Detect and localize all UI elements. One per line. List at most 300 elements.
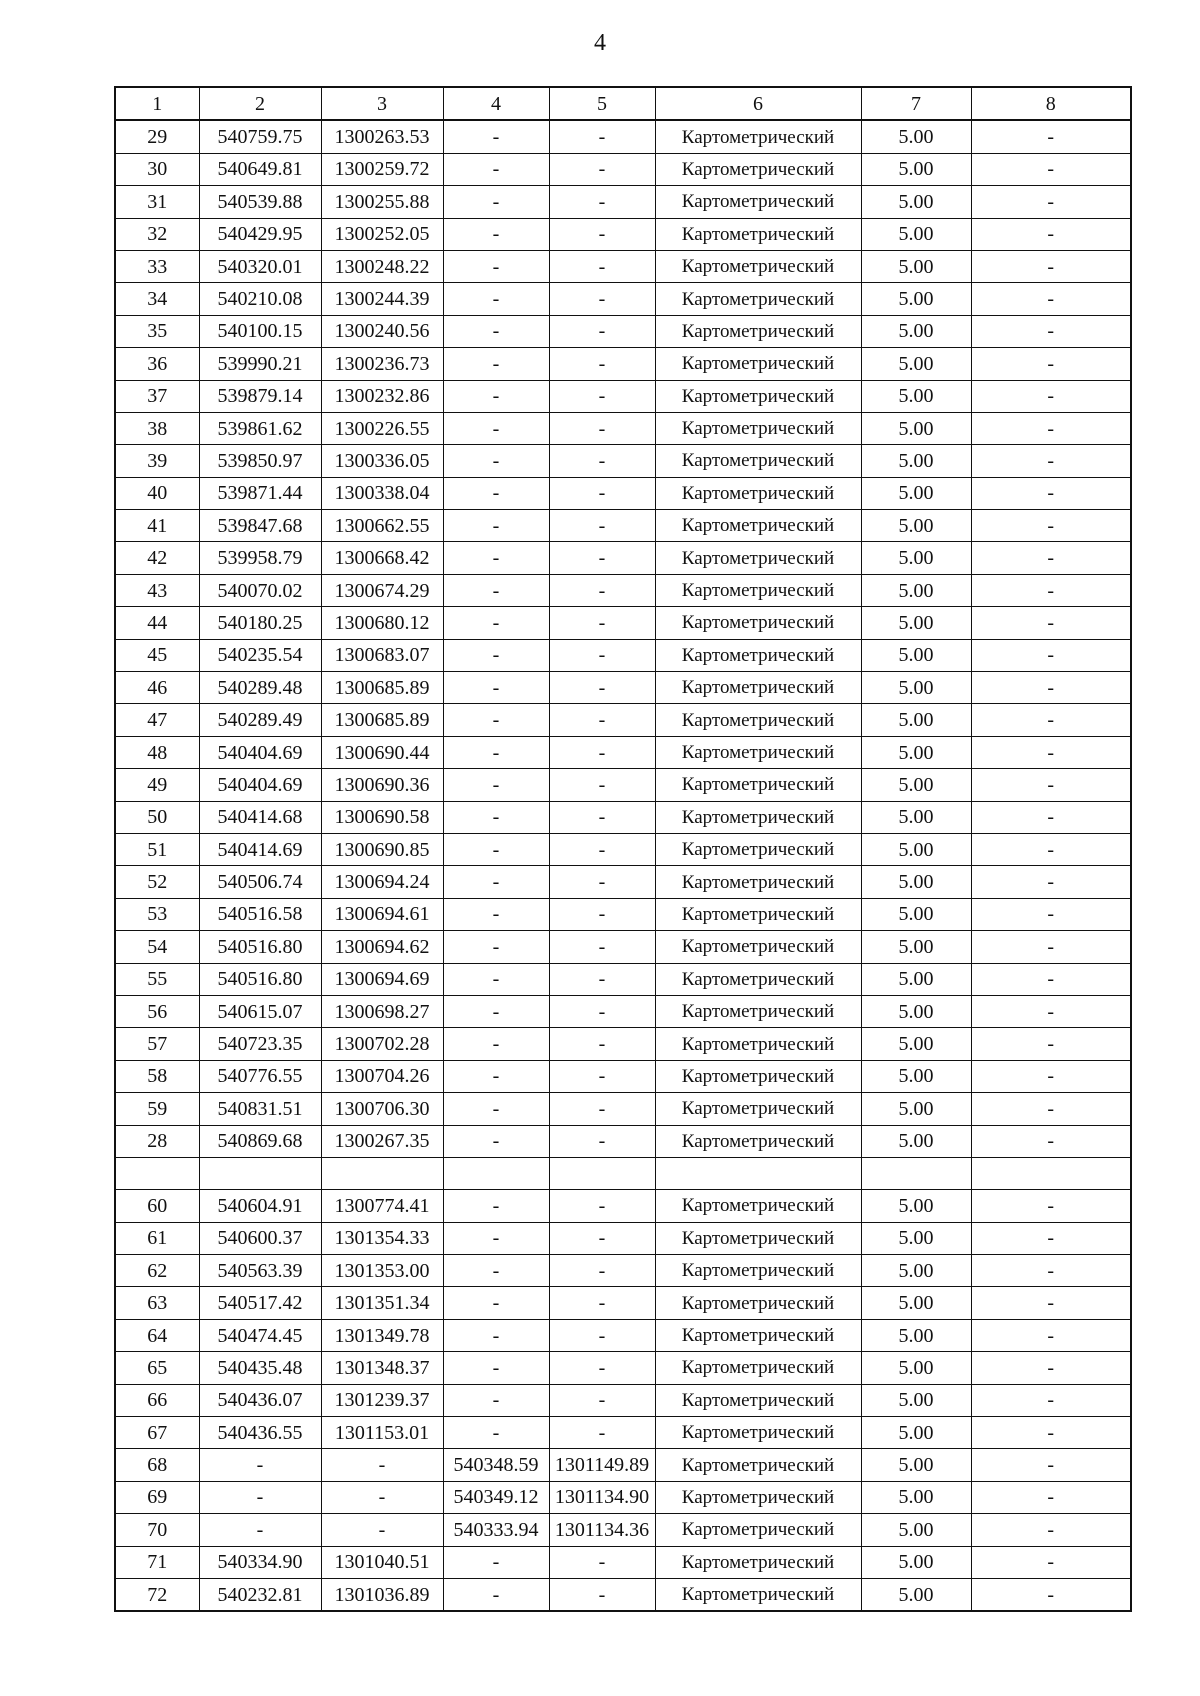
cell-y-coordinate: 1300232.86: [321, 380, 443, 412]
table-row: [115, 283, 1131, 315]
cell-note: -: [971, 1449, 1131, 1481]
cell-accuracy: 5.00: [861, 477, 971, 509]
table-row: [115, 477, 1131, 509]
cell-method: Картометрический: [655, 1222, 861, 1254]
cell-x-coordinate-alt: -: [443, 1384, 549, 1416]
cell-x-coordinate-alt: 540349.12: [443, 1481, 549, 1513]
cell-note: -: [971, 1255, 1131, 1287]
cell-accuracy: 5.00: [861, 1546, 971, 1578]
cell-point-number: 49: [115, 769, 199, 801]
cell-note: -: [971, 1546, 1131, 1578]
cell-point-number: 56: [115, 995, 199, 1027]
cell-point-number: 70: [115, 1514, 199, 1546]
table-row: [115, 898, 1131, 930]
cell-method: Картометрический: [655, 542, 861, 574]
cell-note: -: [971, 801, 1131, 833]
cell-x-coordinate-alt: 540333.94: [443, 1514, 549, 1546]
cell-point-number: 48: [115, 736, 199, 768]
cell-point-number: 44: [115, 607, 199, 639]
cell-x-coordinate: 540100.15: [199, 315, 321, 347]
cell-accuracy: 5.00: [861, 1125, 971, 1157]
table-row: [115, 963, 1131, 995]
cell-x-coordinate-alt: -: [443, 510, 549, 542]
cell-y-coordinate: 1300263.53: [321, 120, 443, 153]
cell-accuracy: 5.00: [861, 672, 971, 704]
cell-method: Картометрический: [655, 769, 861, 801]
cell-point-number: 38: [115, 412, 199, 444]
cell-x-coordinate: 540404.69: [199, 736, 321, 768]
cell-x-coordinate: 540414.69: [199, 833, 321, 865]
cell-note: -: [971, 607, 1131, 639]
cell-x-coordinate-alt: -: [443, 348, 549, 380]
cell-x-coordinate-alt: -: [443, 283, 549, 315]
cell-x-coordinate-alt: -: [443, 380, 549, 412]
table-row: [115, 1060, 1131, 1092]
cell-x-coordinate: 540320.01: [199, 250, 321, 282]
table-row: [115, 120, 1131, 153]
cell-accuracy: 5.00: [861, 1449, 971, 1481]
cell-x-coordinate-alt: -: [443, 801, 549, 833]
cell-x-coordinate: 540516.58: [199, 898, 321, 930]
cell-y-coordinate: 1300336.05: [321, 445, 443, 477]
cell-accuracy: 5.00: [861, 1093, 971, 1125]
table-row: [115, 315, 1131, 347]
cell-x-coordinate: 540506.74: [199, 866, 321, 898]
table-row: [115, 995, 1131, 1027]
cell-method: Картометрический: [655, 704, 861, 736]
cell-point-number: 51: [115, 833, 199, 865]
table-row: [115, 1157, 1131, 1189]
table-body: [115, 120, 1131, 1611]
cell-y-coordinate-alt: -: [549, 704, 655, 736]
cell-accuracy: 5.00: [861, 283, 971, 315]
cell-y-coordinate-alt: -: [549, 1546, 655, 1578]
cell-y-coordinate-alt: -: [549, 153, 655, 185]
cell-method: Картометрический: [655, 1449, 861, 1481]
cell-method: Картометрический: [655, 510, 861, 542]
cell-point-number: 72: [115, 1578, 199, 1611]
cell-y-coordinate: -: [321, 1481, 443, 1513]
cell-y-coordinate: 1300267.35: [321, 1125, 443, 1157]
cell-x-coordinate-alt: -: [443, 1546, 549, 1578]
cell-method: Картометрический: [655, 1060, 861, 1092]
cell-accuracy: 5.00: [861, 1514, 971, 1546]
cell-note: -: [971, 510, 1131, 542]
cell-x-coordinate-alt: -: [443, 542, 549, 574]
cell-method: Картометрический: [655, 380, 861, 412]
cell-y-coordinate-alt: -: [549, 607, 655, 639]
cell-y-coordinate-alt: -: [549, 1255, 655, 1287]
cell-y-coordinate-alt: -: [549, 931, 655, 963]
cell-x-coordinate-alt: -: [443, 704, 549, 736]
cell-note: -: [971, 963, 1131, 995]
cell-x-coordinate-alt: -: [443, 866, 549, 898]
cell-point-number: 57: [115, 1028, 199, 1060]
cell-y-coordinate: 1300694.69: [321, 963, 443, 995]
cell-note: -: [971, 1190, 1131, 1222]
cell-accuracy: 5.00: [861, 931, 971, 963]
cell-x-coordinate-alt: -: [443, 963, 549, 995]
cell-note: -: [971, 445, 1131, 477]
cell-accuracy: 5.00: [861, 445, 971, 477]
cell-x-coordinate: 540180.25: [199, 607, 321, 639]
cell-point-number: 33: [115, 250, 199, 282]
cell-y-coordinate-alt: -: [549, 1190, 655, 1222]
table-row: [115, 1481, 1131, 1513]
cell-y-coordinate: 1300662.55: [321, 510, 443, 542]
cell-method: Картометрический: [655, 639, 861, 671]
cell-x-coordinate-alt: -: [443, 315, 549, 347]
header-col-2: 2: [199, 87, 321, 120]
cell-x-coordinate-alt: -: [443, 1287, 549, 1319]
cell-x-coordinate-alt: -: [443, 1417, 549, 1449]
cell-method: Картометрический: [655, 120, 861, 153]
cell-x-coordinate-alt: -: [443, 639, 549, 671]
cell-y-coordinate-alt: -: [549, 1417, 655, 1449]
coordinates-table: [114, 86, 1132, 1612]
table-row: [115, 1125, 1131, 1157]
cell-note: -: [971, 348, 1131, 380]
cell-y-coordinate-alt: -: [549, 1384, 655, 1416]
cell-accuracy: 5.00: [861, 542, 971, 574]
cell-method: Картометрический: [655, 801, 861, 833]
cell-x-coordinate-alt: -: [443, 120, 549, 153]
cell-accuracy: 5.00: [861, 186, 971, 218]
cell-point-number: 28: [115, 1125, 199, 1157]
header-row: [115, 87, 1131, 120]
cell-accuracy: 5.00: [861, 769, 971, 801]
cell-x-coordinate-alt: -: [443, 1255, 549, 1287]
cell-x-coordinate: 540414.68: [199, 801, 321, 833]
cell-y-coordinate: 1300240.56: [321, 315, 443, 347]
cell-accuracy: 5.00: [861, 1352, 971, 1384]
cell-y-coordinate-alt: -: [549, 1352, 655, 1384]
cell-point-number: 58: [115, 1060, 199, 1092]
cell-method: Картометрический: [655, 315, 861, 347]
cell-y-coordinate: 1300694.24: [321, 866, 443, 898]
cell-accuracy: 5.00: [861, 1417, 971, 1449]
cell-x-coordinate-alt: -: [443, 672, 549, 704]
table-row: [115, 1578, 1131, 1611]
cell-x-coordinate-alt: -: [443, 1060, 549, 1092]
cell-x-coordinate: 540563.39: [199, 1255, 321, 1287]
table-row: [115, 931, 1131, 963]
cell-point-number: 65: [115, 1352, 199, 1384]
cell-note: -: [971, 1125, 1131, 1157]
cell-x-coordinate: 539850.97: [199, 445, 321, 477]
cell-y-coordinate-alt: -: [549, 736, 655, 768]
cell-x-coordinate-alt: -: [443, 574, 549, 606]
cell-x-coordinate: 540615.07: [199, 995, 321, 1027]
table-row: [115, 510, 1131, 542]
cell-note: -: [971, 574, 1131, 606]
header-col-6: 6: [655, 87, 861, 120]
cell-y-coordinate: 1301036.89: [321, 1578, 443, 1611]
cell-note: -: [971, 380, 1131, 412]
cell-accuracy: 5.00: [861, 153, 971, 185]
cell-point-number: 32: [115, 218, 199, 250]
cell-y-coordinate-alt: -: [549, 1093, 655, 1125]
cell-point-number: 30: [115, 153, 199, 185]
cell-method: Картометрический: [655, 1093, 861, 1125]
cell-x-coordinate: 540210.08: [199, 283, 321, 315]
cell-x-coordinate-alt: -: [443, 1028, 549, 1060]
cell-y-coordinate-alt: -: [549, 1578, 655, 1611]
cell-y-coordinate-alt: -: [549, 315, 655, 347]
cell-note: -: [971, 315, 1131, 347]
cell-note: -: [971, 477, 1131, 509]
cell-note: -: [971, 1222, 1131, 1254]
cell-note: -: [971, 639, 1131, 671]
cell-accuracy: 5.00: [861, 1384, 971, 1416]
cell-x-coordinate-alt: -: [443, 250, 549, 282]
cell-accuracy: 5.00: [861, 833, 971, 865]
cell-y-coordinate: 1300694.62: [321, 931, 443, 963]
table-row: [115, 574, 1131, 606]
cell-accuracy: 5.00: [861, 315, 971, 347]
cell-x-coordinate: 540474.45: [199, 1319, 321, 1351]
cell-point-number: 67: [115, 1417, 199, 1449]
cell-method: Картометрический: [655, 348, 861, 380]
cell-x-coordinate: 540404.69: [199, 769, 321, 801]
cell-note: -: [971, 1287, 1131, 1319]
cell-accuracy: 5.00: [861, 574, 971, 606]
cell-y-coordinate: [321, 1157, 443, 1189]
table-row: [115, 1093, 1131, 1125]
cell-accuracy: 5.00: [861, 1287, 971, 1319]
cell-note: -: [971, 1384, 1131, 1416]
cell-y-coordinate: 1300226.55: [321, 412, 443, 444]
cell-point-number: 63: [115, 1287, 199, 1319]
cell-y-coordinate-alt: -: [549, 120, 655, 153]
cell-method: Картометрический: [655, 736, 861, 768]
cell-x-coordinate: 540436.07: [199, 1384, 321, 1416]
cell-y-coordinate: 1300690.36: [321, 769, 443, 801]
cell-note: -: [971, 833, 1131, 865]
cell-note: -: [971, 1028, 1131, 1060]
cell-point-number: 54: [115, 931, 199, 963]
table-row: [115, 1028, 1131, 1060]
cell-y-coordinate: 1300255.88: [321, 186, 443, 218]
cell-note: -: [971, 1093, 1131, 1125]
cell-y-coordinate-alt: -: [549, 283, 655, 315]
cell-method: Картометрический: [655, 898, 861, 930]
cell-x-coordinate-alt: -: [443, 833, 549, 865]
cell-y-coordinate-alt: -: [549, 380, 655, 412]
cell-note: -: [971, 283, 1131, 315]
cell-x-coordinate: 540539.88: [199, 186, 321, 218]
cell-y-coordinate-alt: -: [549, 574, 655, 606]
cell-x-coordinate: 540232.81: [199, 1578, 321, 1611]
cell-method: Картометрический: [655, 477, 861, 509]
cell-y-coordinate-alt: -: [549, 186, 655, 218]
cell-y-coordinate-alt: -: [549, 866, 655, 898]
table-row: [115, 542, 1131, 574]
cell-note: -: [971, 153, 1131, 185]
cell-note: -: [971, 866, 1131, 898]
table-row: [115, 1546, 1131, 1578]
cell-y-coordinate: -: [321, 1449, 443, 1481]
cell-note: -: [971, 218, 1131, 250]
cell-point-number: 36: [115, 348, 199, 380]
cell-point-number: 39: [115, 445, 199, 477]
table-row: [115, 704, 1131, 736]
cell-y-coordinate: 1300698.27: [321, 995, 443, 1027]
cell-accuracy: 5.00: [861, 1222, 971, 1254]
cell-method: Картометрический: [655, 1255, 861, 1287]
cell-y-coordinate: 1301353.00: [321, 1255, 443, 1287]
cell-x-coordinate-alt: -: [443, 607, 549, 639]
cell-x-coordinate: 540831.51: [199, 1093, 321, 1125]
cell-x-coordinate-alt: -: [443, 1578, 549, 1611]
cell-x-coordinate-alt: -: [443, 1222, 549, 1254]
cell-method: Картометрический: [655, 1384, 861, 1416]
cell-method: Картометрический: [655, 1190, 861, 1222]
cell-point-number: 45: [115, 639, 199, 671]
cell-point-number: 34: [115, 283, 199, 315]
header-col-7: 7: [861, 87, 971, 120]
cell-x-coordinate-alt: [443, 1157, 549, 1189]
cell-note: -: [971, 769, 1131, 801]
cell-y-coordinate-alt: -: [549, 1060, 655, 1092]
table-row: [115, 380, 1131, 412]
cell-note: -: [971, 898, 1131, 930]
cell-y-coordinate: 1301348.37: [321, 1352, 443, 1384]
cell-point-number: 29: [115, 120, 199, 153]
cell-y-coordinate: 1300704.26: [321, 1060, 443, 1092]
cell-method: Картометрический: [655, 1125, 861, 1157]
cell-x-coordinate-alt: -: [443, 218, 549, 250]
cell-method: Картометрический: [655, 1417, 861, 1449]
cell-method: Картометрический: [655, 963, 861, 995]
cell-x-coordinate-alt: -: [443, 445, 549, 477]
cell-point-number: 71: [115, 1546, 199, 1578]
cell-y-coordinate-alt: -: [549, 477, 655, 509]
cell-method: Картометрический: [655, 1028, 861, 1060]
cell-x-coordinate-alt: -: [443, 1352, 549, 1384]
cell-y-coordinate: 1300702.28: [321, 1028, 443, 1060]
cell-y-coordinate-alt: -: [549, 898, 655, 930]
cell-note: -: [971, 672, 1131, 704]
cell-y-coordinate: 1300244.39: [321, 283, 443, 315]
cell-x-coordinate-alt: -: [443, 1125, 549, 1157]
cell-point-number: 61: [115, 1222, 199, 1254]
table-row: [115, 1287, 1131, 1319]
cell-y-coordinate-alt: -: [549, 1287, 655, 1319]
cell-method: Картометрический: [655, 1546, 861, 1578]
cell-x-coordinate: -: [199, 1449, 321, 1481]
cell-y-coordinate: 1301239.37: [321, 1384, 443, 1416]
cell-method: Картометрический: [655, 1578, 861, 1611]
cell-note: [971, 1157, 1131, 1189]
cell-y-coordinate: 1300668.42: [321, 542, 443, 574]
cell-note: -: [971, 412, 1131, 444]
cell-y-coordinate: 1301354.33: [321, 1222, 443, 1254]
cell-x-coordinate: 540759.75: [199, 120, 321, 153]
cell-x-coordinate-alt: -: [443, 769, 549, 801]
table-row: [115, 1222, 1131, 1254]
cell-accuracy: 5.00: [861, 736, 971, 768]
header-col-1: 1: [115, 87, 199, 120]
table-row: [115, 153, 1131, 185]
table-row: [115, 639, 1131, 671]
cell-x-coordinate: 540723.35: [199, 1028, 321, 1060]
cell-y-coordinate: 1300690.58: [321, 801, 443, 833]
cell-y-coordinate-alt: -: [549, 1125, 655, 1157]
cell-note: -: [971, 1514, 1131, 1546]
cell-x-coordinate: 539871.44: [199, 477, 321, 509]
table-row: [115, 186, 1131, 218]
cell-x-coordinate: 540334.90: [199, 1546, 321, 1578]
cell-x-coordinate: 540436.55: [199, 1417, 321, 1449]
table-row: [115, 1417, 1131, 1449]
cell-x-coordinate: 540516.80: [199, 963, 321, 995]
cell-x-coordinate-alt: -: [443, 1093, 549, 1125]
cell-y-coordinate: 1300680.12: [321, 607, 443, 639]
cell-x-coordinate: 540289.48: [199, 672, 321, 704]
cell-accuracy: 5.00: [861, 607, 971, 639]
table-row: [115, 1255, 1131, 1287]
cell-accuracy: 5.00: [861, 1481, 971, 1513]
cell-y-coordinate: 1300690.85: [321, 833, 443, 865]
cell-point-number: [115, 1157, 199, 1189]
cell-accuracy: 5.00: [861, 1319, 971, 1351]
page-number: 4: [594, 30, 606, 56]
cell-x-coordinate: 540070.02: [199, 574, 321, 606]
cell-method: Картометрический: [655, 445, 861, 477]
header-col-8: 8: [971, 87, 1131, 120]
table-row: [115, 866, 1131, 898]
cell-y-coordinate: 1300685.89: [321, 672, 443, 704]
cell-y-coordinate-alt: -: [549, 1222, 655, 1254]
cell-x-coordinate: 540235.54: [199, 639, 321, 671]
cell-y-coordinate-alt: -: [549, 769, 655, 801]
cell-point-number: 50: [115, 801, 199, 833]
cell-y-coordinate: 1300683.07: [321, 639, 443, 671]
cell-y-coordinate-alt: -: [549, 963, 655, 995]
cell-note: -: [971, 250, 1131, 282]
cell-y-coordinate-alt: -: [549, 218, 655, 250]
cell-x-coordinate: 540429.95: [199, 218, 321, 250]
cell-x-coordinate-alt: 540348.59: [443, 1449, 549, 1481]
cell-x-coordinate-alt: -: [443, 898, 549, 930]
cell-y-coordinate: 1300338.04: [321, 477, 443, 509]
cell-method: Картометрический: [655, 607, 861, 639]
cell-method: Картометрический: [655, 1319, 861, 1351]
cell-x-coordinate: -: [199, 1481, 321, 1513]
cell-x-coordinate: 539847.68: [199, 510, 321, 542]
cell-note: -: [971, 931, 1131, 963]
cell-accuracy: 5.00: [861, 1190, 971, 1222]
cell-x-coordinate-alt: -: [443, 995, 549, 1027]
cell-x-coordinate: 539990.21: [199, 348, 321, 380]
cell-method: Картометрический: [655, 833, 861, 865]
cell-note: -: [971, 1319, 1131, 1351]
cell-y-coordinate-alt: -: [549, 250, 655, 282]
cell-x-coordinate-alt: -: [443, 477, 549, 509]
cell-accuracy: 5.00: [861, 380, 971, 412]
cell-accuracy: 5.00: [861, 218, 971, 250]
cell-method: Картометрический: [655, 574, 861, 606]
cell-method: [655, 1157, 861, 1189]
table-row: [115, 801, 1131, 833]
cell-x-coordinate: 540869.68: [199, 1125, 321, 1157]
cell-y-coordinate-alt: 1301134.36: [549, 1514, 655, 1546]
table-row: [115, 1449, 1131, 1481]
cell-point-number: 43: [115, 574, 199, 606]
cell-accuracy: 5.00: [861, 898, 971, 930]
cell-point-number: 46: [115, 672, 199, 704]
